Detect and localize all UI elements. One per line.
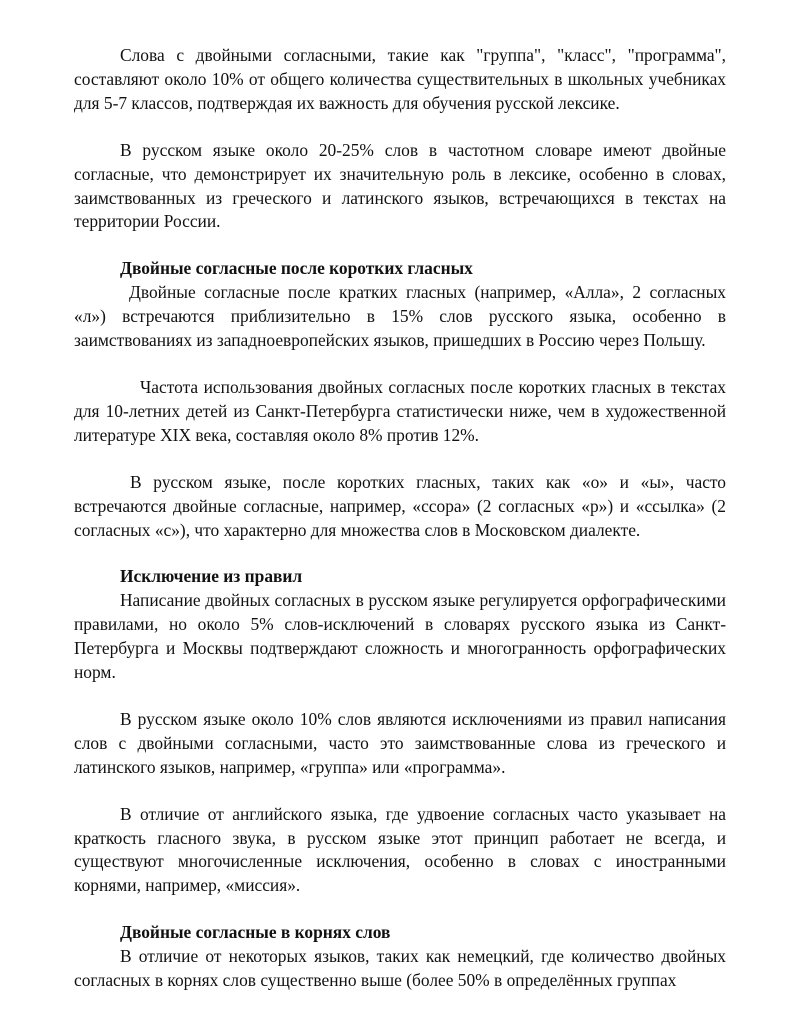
paragraph: Двойные согласные после кратких гласных (например, «Алла», 2 согласных «л») встречаются приблизительно в 15% слов русского языка, особенно в заимствованиях из западноевропейских языков, пришедших в Россию через Польшу.	[74, 282, 726, 351]
paragraph: Слова с двойными согласными, такие как "группа", "класс", "программа", составляют около 10% от общего количества существительных в школьных учебниках для 5-7 классов, подтверждая их важность для обучения русской лексике.	[74, 45, 726, 113]
section-heading: Двойные согласные в корнях слов	[120, 922, 391, 943]
paragraph: Написание двойных согласных в русском языке регулируется орфографическими правилами, но около 5% слов-исключений в словарях русского языка из Санкт-Петербурга и Москвы подтверждают сложность и многогранность орфографических норм.	[74, 590, 726, 683]
document-page	[74, 44, 726, 993]
section-heading: Двойные согласные после коротких гласных	[120, 258, 473, 279]
paragraph: В отличие от английского языка, где удвоение согласных часто указывает на краткость гласного звука, в русском языке этот принцип работает не всегда, и существуют многочисленные исключения, особенно в словах с иностранными корнями, например, «миссия».	[74, 803, 726, 896]
paragraph: В русском языке, после коротких гласных, таких как «о» и «ы», часто встречаются двойные согласные, например, «ссора» (2 согласных «р») и «ссылка» (2 согласных «с»), что характерно для множества слов в Московском диалекте.	[74, 471, 726, 540]
paragraph: В отличие от некоторых языков, таких как немецкий, где количество двойных согласных в корнях слов существенно выше (более 50% в определённых группах	[74, 946, 726, 991]
paragraph: В русском языке около 10% слов являются исключениями из правил написания слов с двойными согласными, часто это заимствованные слова из греческого и латинского языков, например, «группа» или «программа».	[74, 708, 726, 777]
section-heading: Исключение из правил	[120, 566, 303, 587]
paragraph: Частота использования двойных согласных после коротких гласных в текстах для 10-летних детей из Санкт-Петербурга статистически ниже, чем в художественной литературе XIX века, составляя около 8% против 12%.	[74, 376, 726, 445]
paragraph: В русском языке около 20-25% слов в частотном словаре имеют двойные согласные, что демонстрирует их значительную роль в лексике, особенно в словах, заимствованных из греческого и латинского языков, встречающихся в текстах на территории России.	[74, 139, 726, 232]
